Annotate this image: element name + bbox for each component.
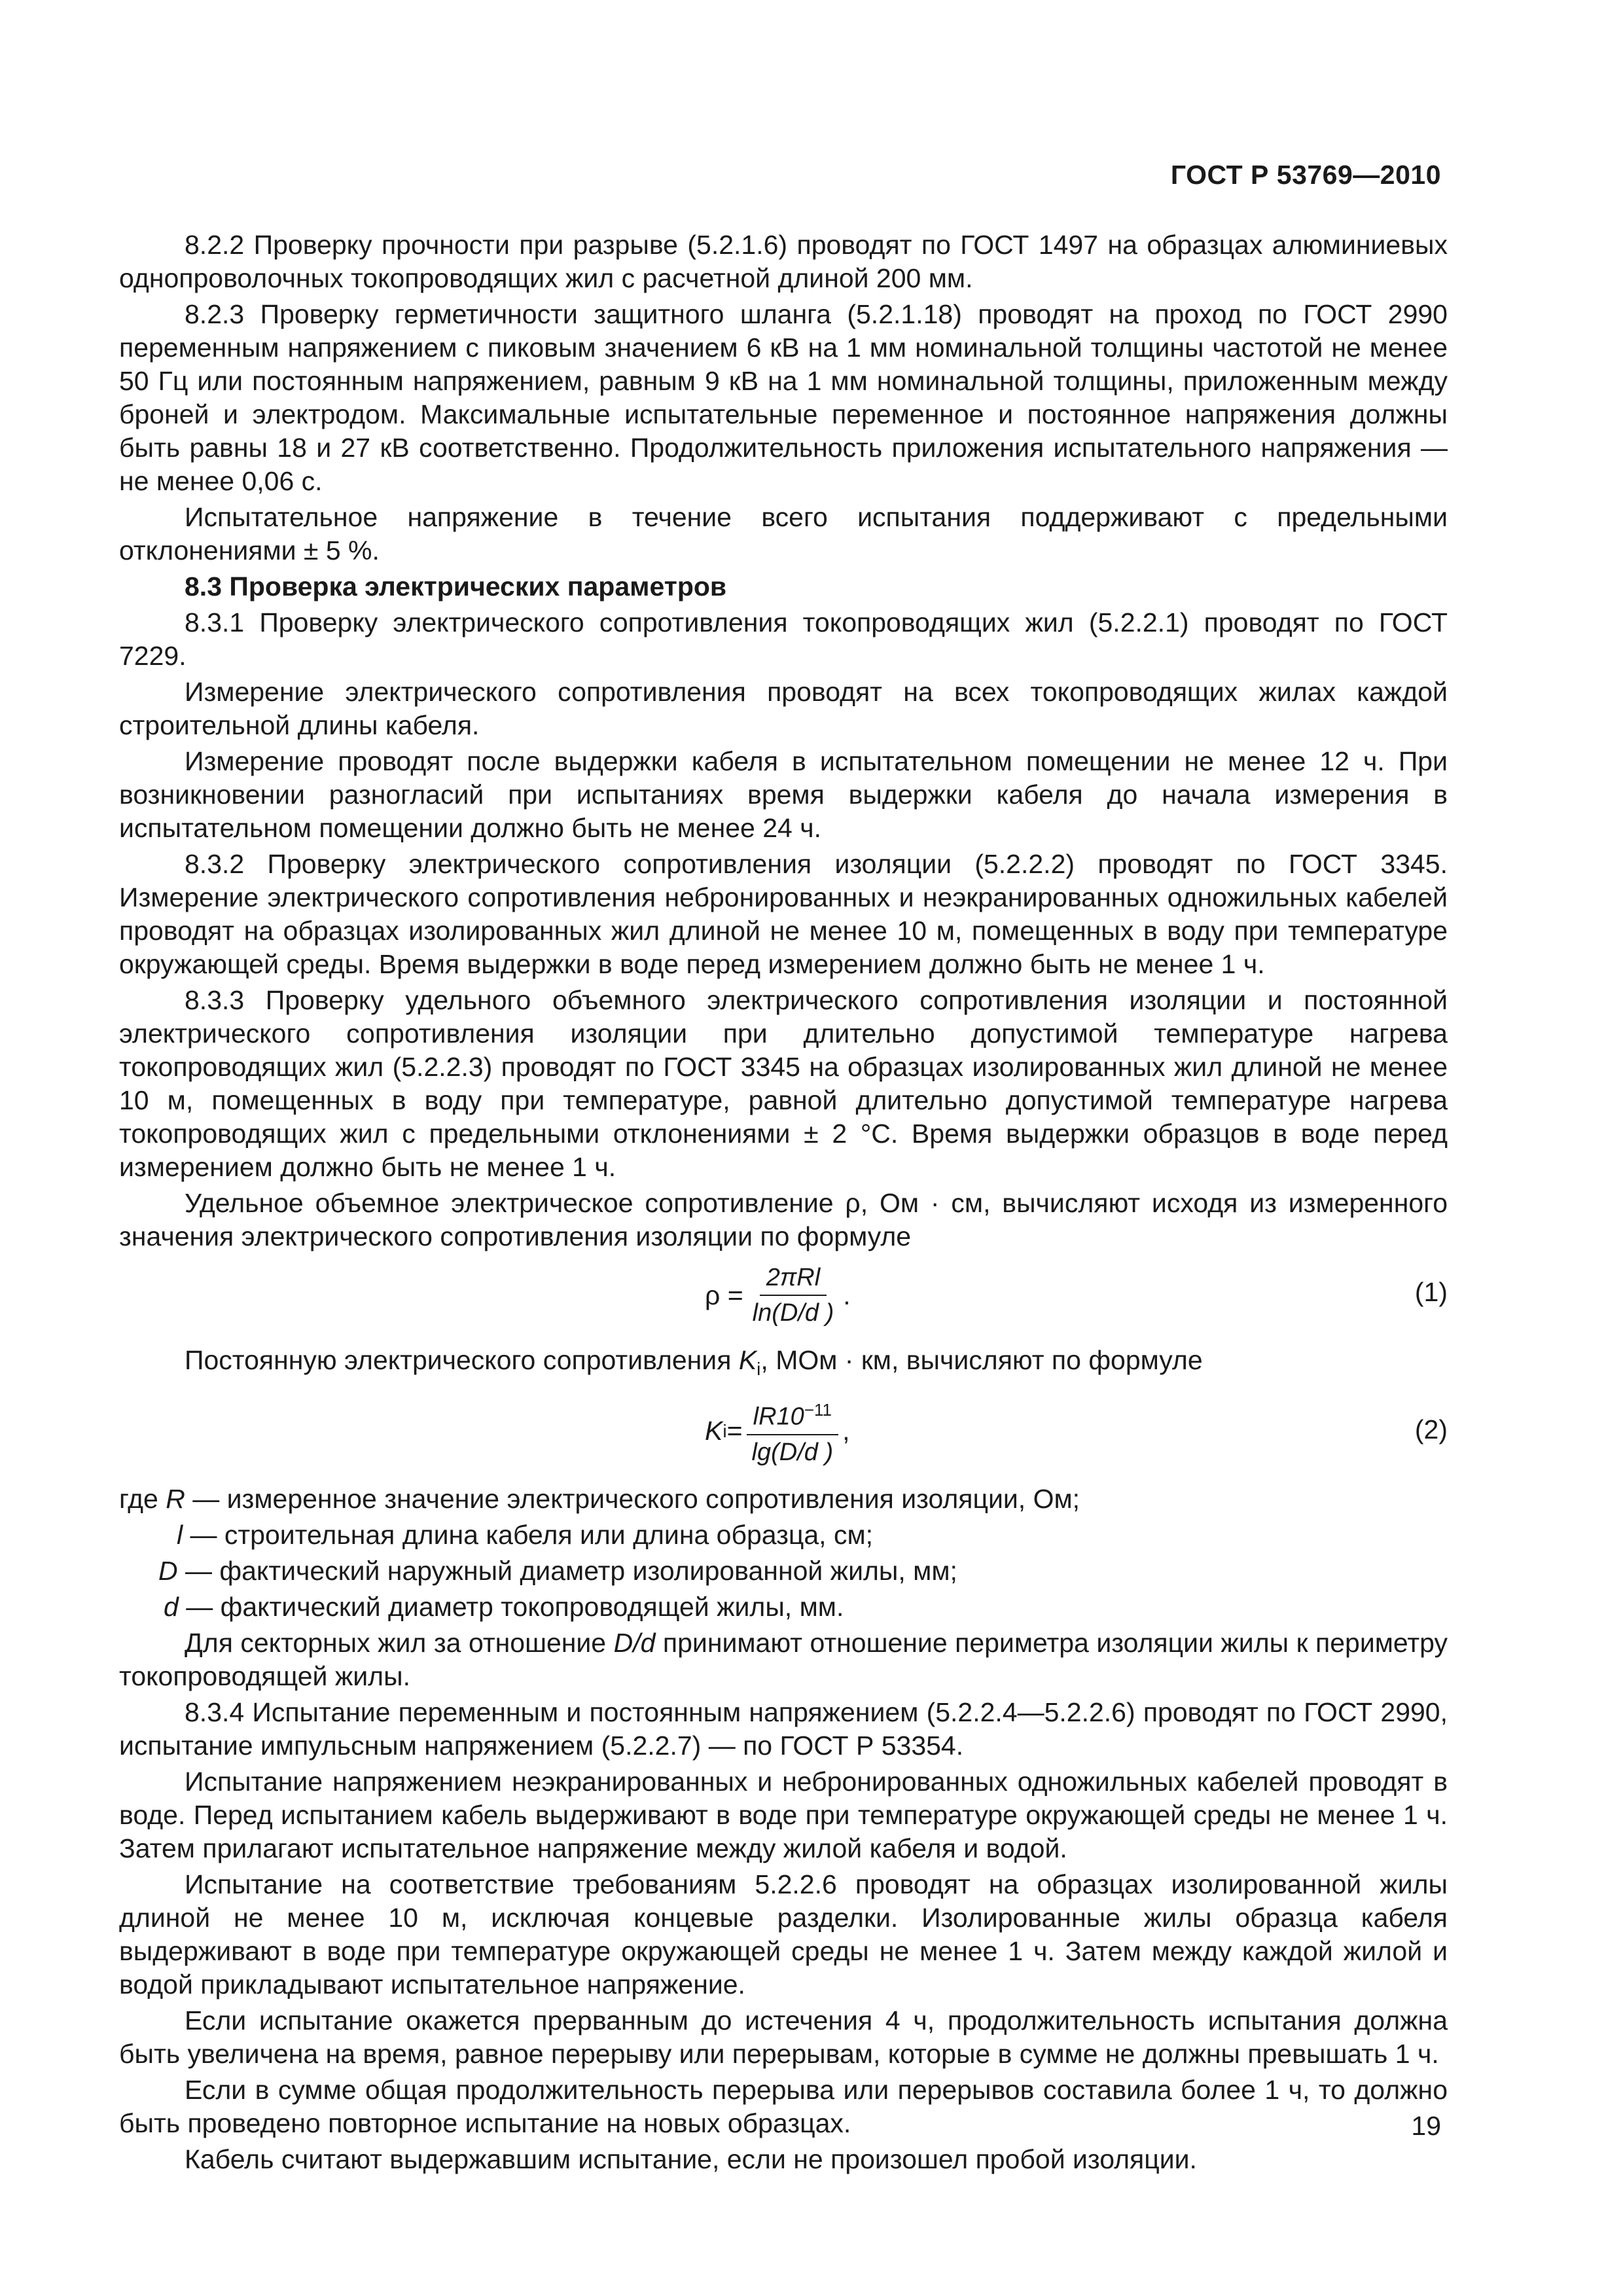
paragraph-measurement-all-cores: Измерение электрического сопротивления проводят на всех токопроводящих жилах каждой строительной длины кабеля. bbox=[119, 677, 1448, 740]
paragraph-interruption: Если испытание окажется прерванным до истечения 4 ч, продолжительность испытания должна быть увеличена на время, равное перерыву или перерывам, которые в сумме не должны превышать 1 ч. bbox=[119, 2005, 1448, 2070]
paragraph-pass-criterion: Кабель считают выдержавшим испытание, если не произошел пробой изоляции. bbox=[185, 2144, 1197, 2175]
formula-2 bbox=[119, 1388, 1448, 1473]
formula-1-tail: . bbox=[843, 1280, 851, 1310]
formula-1-number: (1) bbox=[1414, 1277, 1448, 1307]
formula-1-fraction bbox=[746, 1263, 841, 1327]
paragraph-repeat-test: Если в сумме общая продолжительность перерыва или перерывов составила более 1 ч, то должно быть проведено повторное испытание на новых образцах. bbox=[119, 2075, 1448, 2139]
paragraph-water-test: Испытание напряжением неэкранированных и небронированных одножильных кабелей проводят в воде. Перед испытанием кабель выдерживают в воде при температуре окружающей среды не менее 1 ч. Затем прилагают испытательное напряжение между жилой кабеля и водой. bbox=[119, 1767, 1448, 1864]
paragraph-8-2-3: 8.2.3 Проверку герметичности защитного шланга (5.2.1.18) проводят на проход по ГОСТ 2990 переменным напряжением с пиковым значением 6 кВ на 1 мм номинальной толщины частотой не менее 50 Гц или постоянным напряжением, равным 9 кВ на 1 мм номинальной толщины, приложенным между броней и электродом. Максимальные испытательные переменное и постоянное напряжения должны быть равны 18 и 27 кВ соответственно. Продолжительность приложения испытательного напряжения — не менее 0,06 с. bbox=[119, 299, 1448, 496]
paragraph-8-3-3: 8.3.3 Проверку удельного объемного электрического сопротивления изоляции и постоянной электрического сопротивления изоляции при длительно допустимой температуре нагрева токопроводящих жил (5.2.2.3) проводят по ГОСТ 3345 на образцах изолированных жил длиной не менее 10 м, помещенных в воду при температуре, равной длительно допустимой температуре нагрева токопроводящих жил с предельными отклонениями ± 2 °С. Время выдержки образцов в воде перед измерением должно быть не менее 1 ч. bbox=[119, 985, 1448, 1182]
paragraph-constant-k: K bbox=[738, 1345, 757, 1375]
where-D-text: — фактический наружный диаметр изолированной жилы, мм; bbox=[177, 1556, 957, 1587]
document-header: ГОСТ Р 53769—2010 bbox=[1170, 160, 1441, 190]
where-item-l bbox=[119, 1518, 1448, 1552]
formula-2-fraction bbox=[745, 1395, 840, 1467]
where-intro: где bbox=[119, 1484, 166, 1515]
paragraph-resistivity-intro: Удельное объемное электрическое сопротивление ρ, Ом · см, вычисляют исходя из измеренного значения электрического сопротивления изоляции по формуле bbox=[119, 1188, 1448, 1251]
where-d-text: — фактический диаметр токопроводящей жилы, мм. bbox=[178, 1592, 844, 1623]
where-l-symbol: l bbox=[177, 1520, 183, 1551]
document-body bbox=[119, 228, 1448, 2179]
formula-2-tail: , bbox=[842, 1415, 850, 1446]
where-r-text: — измеренное значение электрического сопротивления изоляции, Ом; bbox=[185, 1484, 1080, 1515]
formula-2-lhs-eq: = bbox=[726, 1415, 743, 1446]
paragraph-sector-text-b: принимают отношение периметра изоляции жилы к периметру токопроводящей жилы. bbox=[119, 1628, 1448, 1692]
formula-1-numerator: 2πRl bbox=[766, 1264, 821, 1291]
formula-1-denominator: ln(D/d ) bbox=[752, 1299, 834, 1327]
paragraph-sector-text-a: Для секторных жил за отношение bbox=[185, 1628, 614, 1659]
section-heading-8-3: 8.3 Проверка электрических параметров bbox=[185, 571, 727, 601]
formula-1-lhs: ρ = bbox=[705, 1280, 743, 1310]
paragraph-test-voltage: Испытательное напряжение в течение всего испытания поддерживают с предельными отклонениями ± 5 %. bbox=[119, 502, 1448, 565]
where-item-D bbox=[119, 1554, 1448, 1588]
formula-2-numerator: lR10 bbox=[753, 1403, 804, 1431]
paragraph-5-2-2-6-test: Испытание на соответствие требованиям 5.2.2.6 проводят на образцах изолированной жилы длиной не менее 10 м, исключая концевые разделки. Изолированные жилы образца кабеля выдерживают в воде при температуре окружающей среды не менее 1 ч. Затем между каждой жилой и водой прикладывают испытательное напряжение. bbox=[119, 1869, 1448, 2000]
where-D-symbol: D bbox=[158, 1556, 178, 1587]
paragraph-8-3-2: 8.3.2 Проверку электрического сопротивления изоляции (5.2.2.2) проводят по ГОСТ 3345. Измерение электрического сопротивления небронированных и неэкранированных одножильных кабелей проводят на образцах изолированных жил длиной не менее 10 м, помещенных в воду при температуре окружающей среды. Время выдержки в воде перед измерением должно быть не менее 1 ч. bbox=[119, 849, 1448, 979]
formula-2-lhs-k: K bbox=[705, 1415, 723, 1446]
paragraph-measurement-conditioning: Измерение проводят после выдержки кабеля в испытательном помещении не менее 12 ч. При возникновении разногласий при испытаниях время выдержки кабеля до начала измерения в испытательном помещении должно быть не менее 24 ч. bbox=[119, 746, 1448, 843]
paragraph-constant-intro bbox=[119, 1344, 1448, 1386]
formula-1 bbox=[119, 1256, 1448, 1335]
formula-2-lhs-sub: i bbox=[722, 1420, 727, 1441]
formula-2-number: (2) bbox=[1414, 1414, 1448, 1445]
paragraph-constant-text-b: , МОм · км, вычисляют по формуле bbox=[760, 1345, 1203, 1375]
paragraph-sector-ratio: D/d bbox=[613, 1628, 656, 1659]
where-d-symbol: d bbox=[164, 1592, 179, 1623]
paragraph-8-3-1: 8.3.1 Проверку электрического сопротивления токопроводящих жил (5.2.2.1) проводят по ГОСТ 7229. bbox=[119, 607, 1448, 671]
page-number: 19 bbox=[1411, 2111, 1441, 2141]
formula-2-denominator: lg(D/d ) bbox=[751, 1438, 834, 1466]
where-list bbox=[119, 1482, 1448, 1624]
where-item-d bbox=[119, 1590, 1448, 1624]
paragraph-constant-text-a: Постоянную электрического сопротивления bbox=[185, 1345, 739, 1375]
paragraph-8-3-4: 8.3.4 Испытание переменным и постоянным напряжением (5.2.2.4—5.2.2.6) проводят по ГОСТ 2990, испытание импульсным напряжением (5.2.2.7) — по ГОСТ Р 53354. bbox=[119, 1697, 1448, 1761]
where-item-r bbox=[119, 1482, 1448, 1516]
paragraph-8-2-2: 8.2.2 Проверку прочности при разрыве (5.2.1.6) проводят по ГОСТ 1497 на образцах алюминиевых однопроволочных токопроводящих жил с расчетной длиной 200 мм. bbox=[119, 230, 1448, 293]
paragraph-sector-cores bbox=[119, 1626, 1448, 1693]
paragraph-constant-k-sub: i bbox=[757, 1359, 761, 1380]
where-l-text: — строительная длина кабеля или длина образца, см; bbox=[183, 1520, 874, 1551]
where-r-symbol: R bbox=[166, 1484, 185, 1515]
formula-2-exponent: −11 bbox=[804, 1399, 832, 1420]
